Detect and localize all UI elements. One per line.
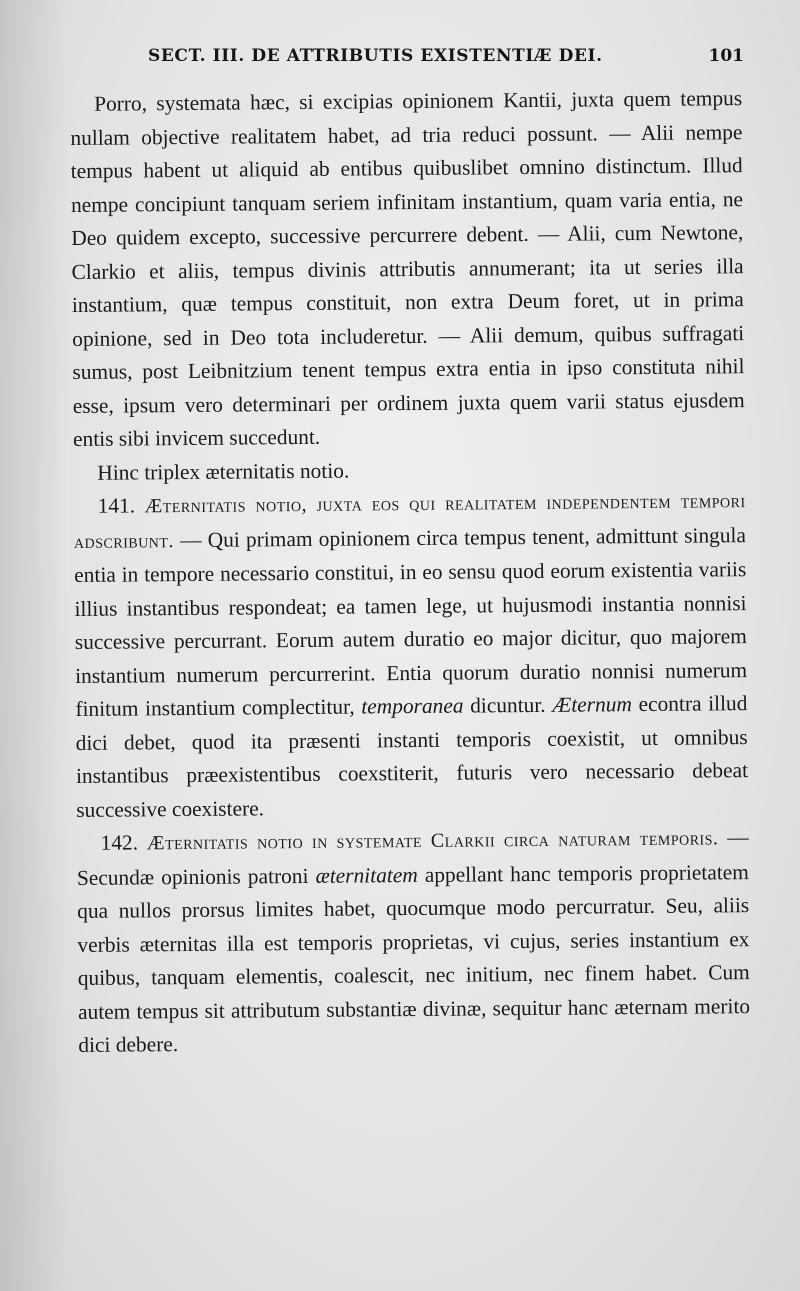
term-aeternitatem: æternitatem [315, 862, 418, 888]
section-141-heading: Æternitatis notio, juxta eos qui realitatem independentem tempori adscribunt. [73, 490, 746, 553]
section-142-heading: Æternitatis notio in systemate Clarkii circa naturam temporis. [146, 827, 719, 855]
section-141-text-2: dicuntur. [463, 692, 553, 718]
section-142-text-2: appellant hanc temporis proprietatem qua nullos prorsus limites habet, quocumque modo percurratur. Seu, aliis verbis æternitas illa est temporis proprietas, vi cujus, series instantium ex quibus, tanquam elementis, coalescit, nec initium, nec finem habet. Cum autem tempus sit attributum substantiæ divinæ, sequitur hanc æternam merito dici debere. [77, 859, 751, 1057]
section-142-text-1: — Secundæ opinionis patroni [76, 825, 749, 890]
section-142-number: 142. [100, 830, 139, 855]
running-head: SECT. III. DE ATTRIBUTIS EXISTENTIÆ DEI. [148, 46, 603, 66]
section-141-text-3: econtra illud dici debet, quod ita præsenti instanti temporis coexistit, ut omnibus instantibus præexistentibus coexstiterit, futuris vero necessario debeat successive coexistere. [75, 691, 749, 822]
section-141 [74, 484, 749, 827]
section-142 [76, 821, 750, 1062]
paragraph-systemata [70, 82, 745, 456]
body-text [70, 82, 750, 1062]
gutter-shadow [0, 0, 70, 1291]
term-temporanea: temporanea [361, 693, 464, 719]
term-aeternum: Æternum [552, 692, 633, 717]
paragraph-triplex-text: Hinc triplex æternitatis notio. [97, 458, 350, 485]
paragraph-systemata-text: Porro, systemata hæc, si excipias opinionem Kantii, juxta quem tempus nullam objective realitatem habet, ad tria reduci possunt. — Alii nempe tempus habent ut aliquid ab entibus quibuslibet omnino distinctum. Illud nempe concipiunt tanquam seriem infinitam instantium, quam varia entia, ne Deo quidem excepto, successive percurrere debent. — Alii, cum Newtone, Clarkio et aliis, tempus divinis attributis annumerant; ita ut series illa instantium, quæ tempus constituit, non extra Deum foret, ut in prima opinione, sed in Deo tota includeretur. — Alii demum, quibus suffragati sumus, post Leibnitzium tenent tempus extra entia in ipso constituta nihil esse, ipsum vero determinari per ordinem juxta quem varii status ejusdem entis sibi invicem succedunt. [70, 86, 745, 451]
section-141-number: 141. [97, 493, 136, 518]
page-number: 101 [708, 46, 744, 66]
section-141-text-1: — Qui primam opinionem circa tempus tenent, admittunt singula entia in tempore necessario constitui, in eo sensu quod eorum existentia variis illius instantibus respondeat; ea tamen lege, ut hujusmodi instantia nonnisi successive percurrant. Eorum autem duratio eo major dicitur, quo majorem instantium numerum percurrerint. Entia quorum duratio nonnisi numerum finitum instantium complectitur, [74, 522, 748, 721]
page-header [148, 46, 744, 76]
